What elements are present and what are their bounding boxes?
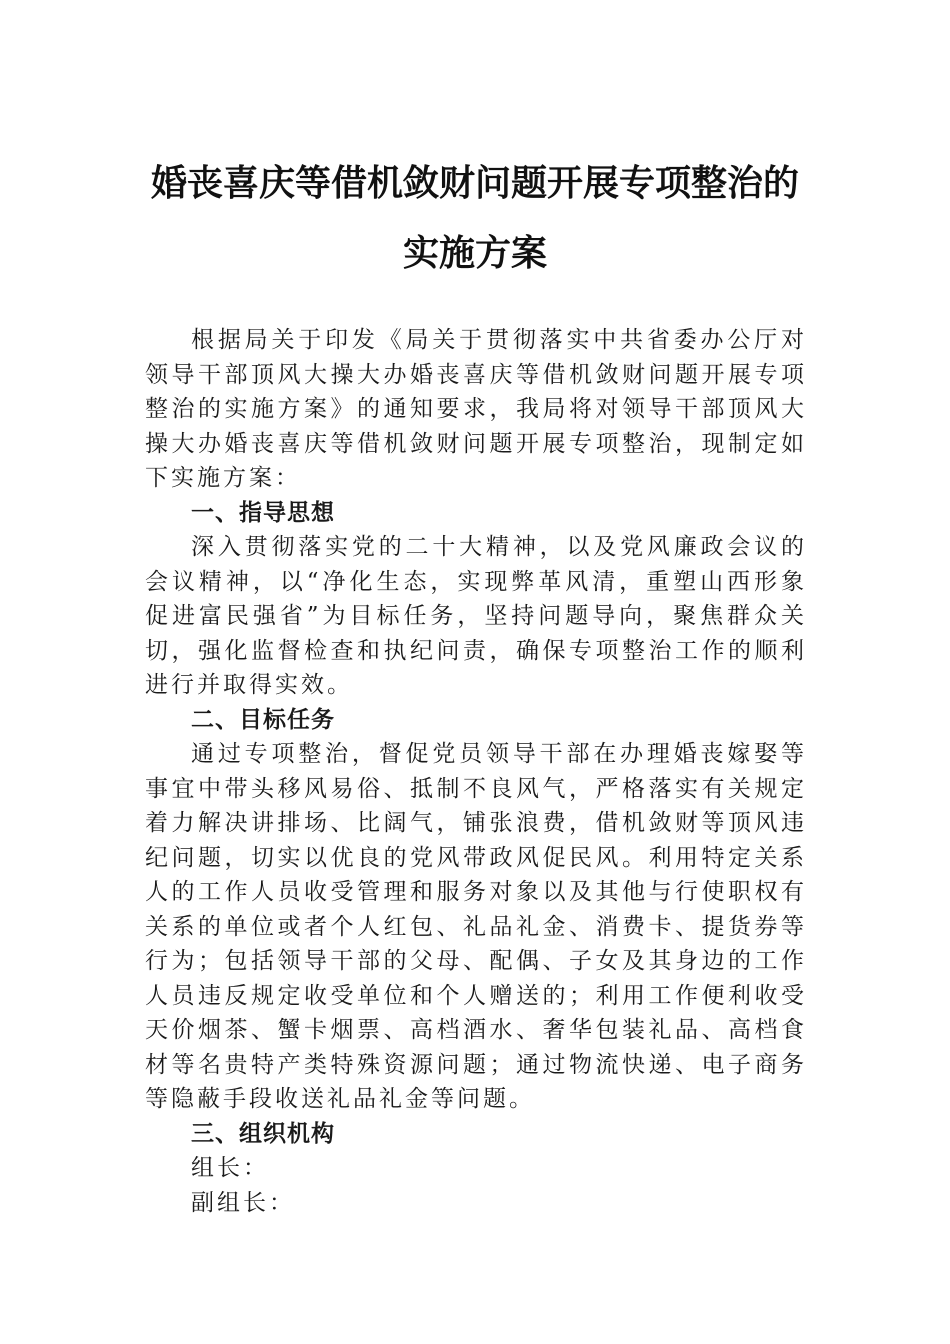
document-body xyxy=(145,323,807,1220)
document-title-line2: 实施方案 xyxy=(402,232,547,274)
section-text-guiding-ideology: 深入贯彻落实党的二十大精神，以及党风廉政会议的会议精神，以“净化生态，实现弊革风清，重塑山西形象促进富民强省”为目标任务，坚持问题导向，聚焦群众关切，强化监督检查和执纪问责，确保专项整治工作的顺利进行并取得实效。 xyxy=(145,534,807,698)
section-heading-guiding-ideology: 一、指导思想 xyxy=(191,499,335,526)
team-leader-line: 组长： xyxy=(191,1155,269,1181)
intro-paragraph: 根据局关于印发《局关于贯彻落实中共省委办公厅对领导干部顶风大操大办婚丧喜庆等借机敛财问题开展专项整治的实施方案》的通知要求，我局将对领导干部顶风大操大办婚丧喜庆等借机敛财问题开展专项整治，现制定如下实施方案： xyxy=(145,327,807,491)
section-heading-objectives: 二、目标任务 xyxy=(191,706,335,733)
document-title-line1: 婚丧喜庆等借机敛财问题开展专项整治的 xyxy=(150,162,799,204)
deputy-leader-line: 副组长： xyxy=(191,1189,295,1216)
section-text-objectives: 通过专项整治，督促党员领导干部在办理婚丧嫁娶等事宜中带头移风易俗、抵制不良风气，严格落实有关规定着力解决讲排场、比阔气，铺张浪费，借机敛财等顶风违纪问题，切实以优良的党风带政风促民风。利用特定关系人的工作人员收受管理和服务对象以及其他与行使职权有关系的单位或者个人红包、礼品礼金、消费卡、提货券等行为；包括领导干部的父母、配偶、子女及其身边的工作人员违反规定收受单位和个人赠送的；利用工作便利收受天价烟茶、蟹卡烟票、高档酒水、奢华包装礼品、高档食材等名贵特产类特殊资源问题；通过物流快递、电子商务等隐蔽手段收送礼品礼金等问题。 xyxy=(145,741,807,1112)
section-heading-organization: 三、组织机构 xyxy=(191,1120,335,1147)
